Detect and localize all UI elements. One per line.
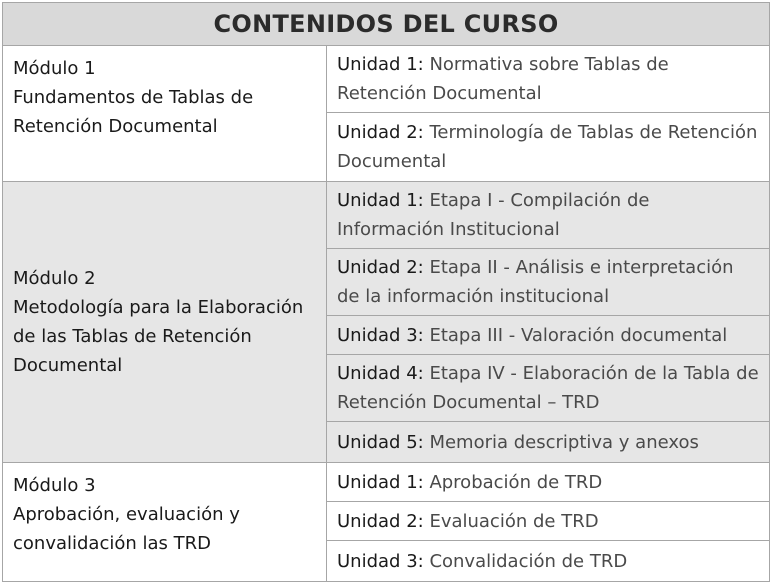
module-3-name-line-2: convalidación las TRD [13, 533, 211, 554]
unit-label: Unidad 5: [337, 431, 424, 453]
module-3-units [327, 463, 769, 581]
unit-text: Aprobación de TRD [423, 471, 603, 493]
unit-label: Unidad 2: [337, 121, 424, 143]
module-2-row [3, 182, 769, 463]
module-1-unit-2 [327, 113, 769, 180]
module-2-unit-5 [327, 422, 769, 462]
module-2-name-line-2: de las Tablas de Retención [13, 326, 252, 347]
unit-text: Etapa IV - Elaboración de la Tabla de Retención Documental – TRD [337, 363, 759, 413]
unit-text: Memoria descriptiva y anexos [423, 431, 699, 453]
unit-label: Unidad 4: [337, 363, 424, 384]
module-1-cell [3, 46, 327, 181]
module-3-name-line-1: Aprobación, evaluación y [13, 504, 240, 525]
unit-label: Unidad 1: [337, 190, 424, 211]
module-2-unit-1 [327, 182, 769, 249]
unit-text: Evaluación de TRD [423, 510, 599, 532]
unit-label: Unidad 1: [337, 54, 424, 75]
unit-label: Unidad 1: [337, 471, 424, 493]
module-3-row [3, 463, 769, 581]
unit-label: Unidad 2: [337, 257, 424, 278]
module-2-units [327, 182, 769, 462]
module-2-unit-2 [327, 249, 769, 316]
module-2-label: Módulo 2 [13, 268, 96, 289]
unit-text: Normativa sobre Tablas de Retención Documental [337, 54, 669, 104]
module-3-cell [3, 463, 327, 581]
unit-label: Unidad 3: [337, 550, 424, 572]
module-1-name-line-1: Fundamentos de Tablas de [13, 87, 254, 108]
unit-label: Unidad 3: [337, 324, 424, 346]
module-2-cell [3, 182, 327, 462]
module-2-name-line-3: Documental [13, 355, 123, 376]
module-2-name-line-1: Metodología para la Elaboración [13, 297, 304, 318]
module-1-units [327, 46, 769, 181]
module-2-unit-4 [327, 355, 769, 422]
module-3-label: Módulo 3 [13, 475, 96, 496]
module-3-unit-2 [327, 502, 769, 541]
unit-label: Unidad 2: [337, 510, 424, 532]
table-title: CONTENIDOS DEL CURSO [3, 3, 769, 46]
module-1-unit-1 [327, 46, 769, 113]
unit-text: Etapa I - Compilación de Información Institucional [337, 190, 650, 240]
module-2-unit-3 [327, 316, 769, 355]
course-contents-table [2, 2, 770, 582]
unit-text: Etapa III - Valoración documental [423, 324, 728, 346]
module-1-name-line-2: Retención Documental [13, 116, 218, 137]
module-3-unit-3 [327, 541, 769, 581]
unit-text: Etapa II - Análisis e interpretación de la información institucional [337, 257, 734, 307]
module-1-row [3, 46, 769, 182]
module-1-label: Módulo 1 [13, 58, 96, 79]
module-3-unit-1 [327, 463, 769, 502]
unit-text: Terminología de Tablas de Retención Documental [337, 121, 758, 172]
unit-text: Convalidación de TRD [423, 550, 628, 572]
